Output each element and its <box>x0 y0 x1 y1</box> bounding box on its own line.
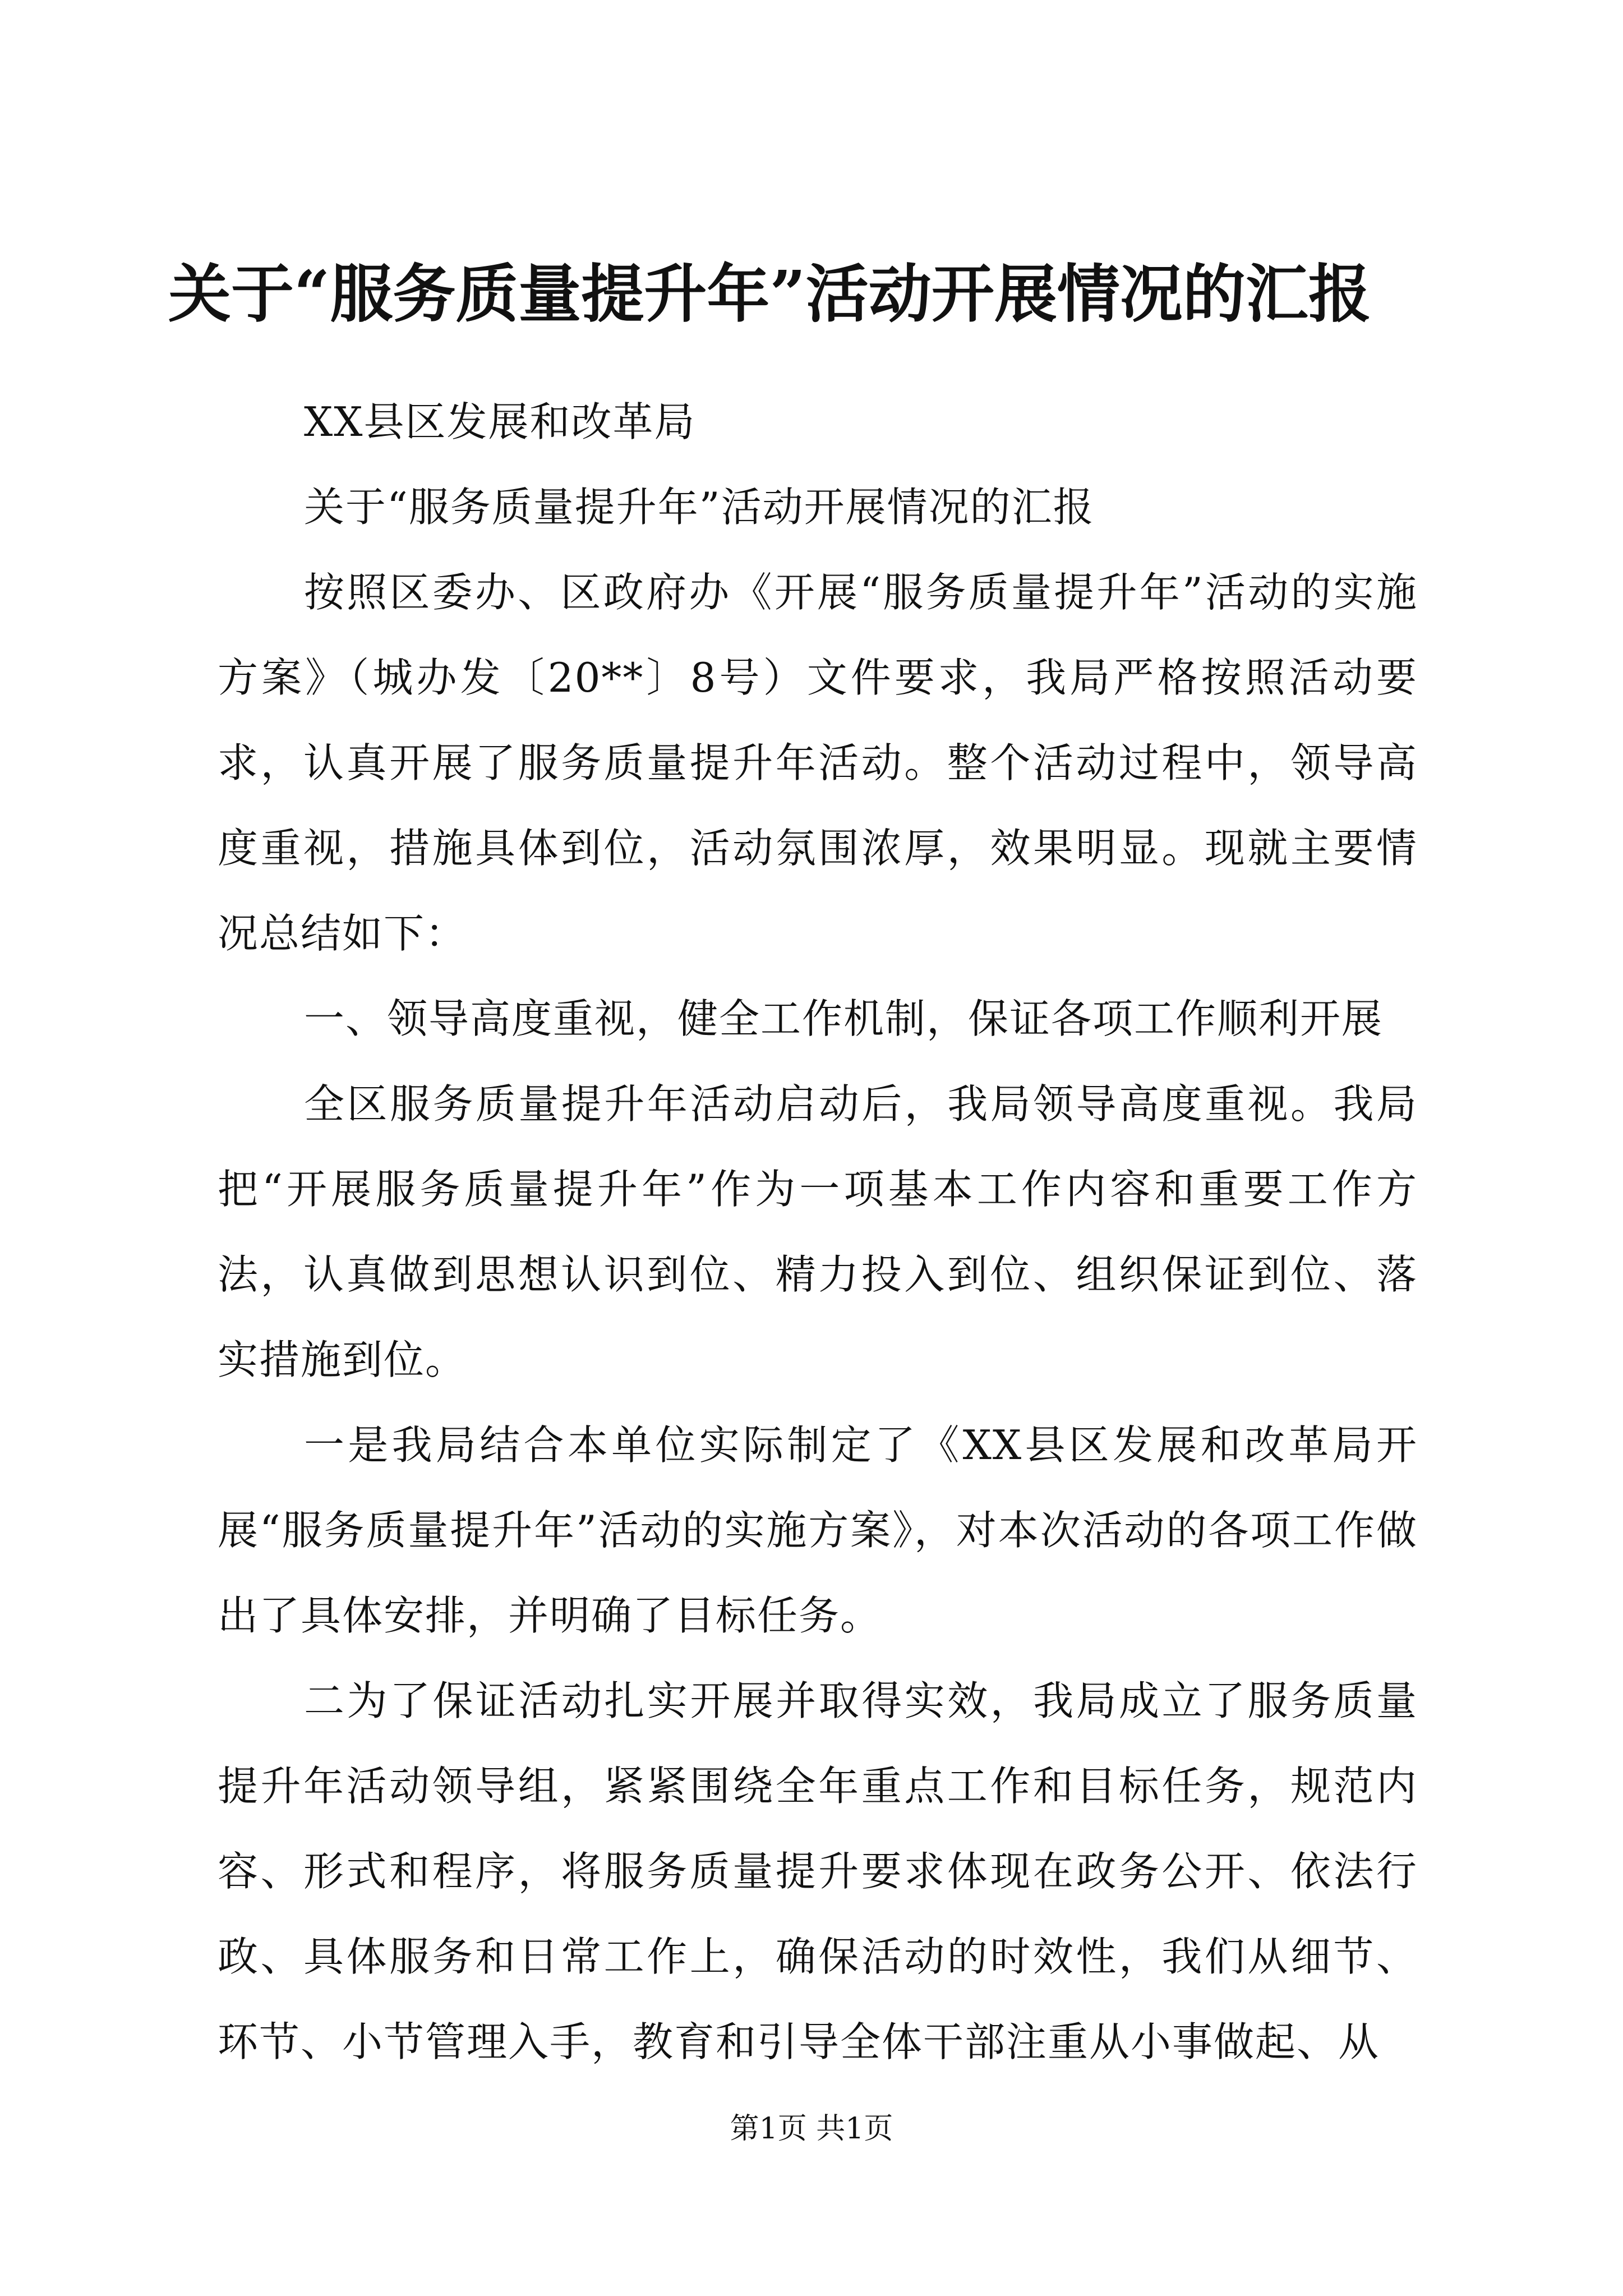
paragraph-section-1: 全区服务质量提升年活动启动后，我局领导高度重视。我局把“开展服务质量提升年”作为一项基本工作内容和重要工作方法，认真做到思想认识到位、精力投入到位、组织保证到位、落实措施到位。 <box>218 1080 1418 1383</box>
paragraph-subtitle: 关于“服务质量提升年”活动开展情况的汇报 <box>304 484 1095 531</box>
page-number-footer: 第1页 共1页 <box>730 2112 893 2146</box>
paragraph-introduction: 按照区委办、区政府办《开展“服务质量提升年”活动的实施方案》（城办发〔20**〕8号）文件要求，我局严格按照活动要求，认真开展了服务质量提升年活动。整个活动过程中，领导高度重视，措施具体到位，活动氛围浓厚，效果明显。现就主要情况总结如下： <box>218 569 1418 957</box>
document-title: 关于“服务质量提升年”活动开展情况的汇报 <box>168 257 1371 331</box>
paragraph-organization: XX县区发展和改革局 <box>304 398 696 445</box>
section-heading-1: 一、领导高度重视，健全工作机制，保证各项工作顺利开展 <box>304 995 1384 1042</box>
paragraph-point-2: 二为了保证活动扎实开展并取得实效，我局成立了服务质量提升年活动领导组，紧紧围绕全年重点工作和目标任务，规范内容、形式和程序，将服务质量提升要求体现在政务公开、依法行政、具体服务和日常工作上，确保活动的时效性，我们从细节、环节、小节管理入手，教育和引导全体干部注重从小事做起、从 <box>218 1677 1418 2065</box>
paragraph-point-1: 一是我局结合本单位实际制定了《XX县区发展和改革局开展“服务质量提升年”活动的实施方案》，对本次活动的各项工作做出了具体安排，并明确了目标任务。 <box>218 1421 1418 1639</box>
document-body <box>218 379 1418 2085</box>
